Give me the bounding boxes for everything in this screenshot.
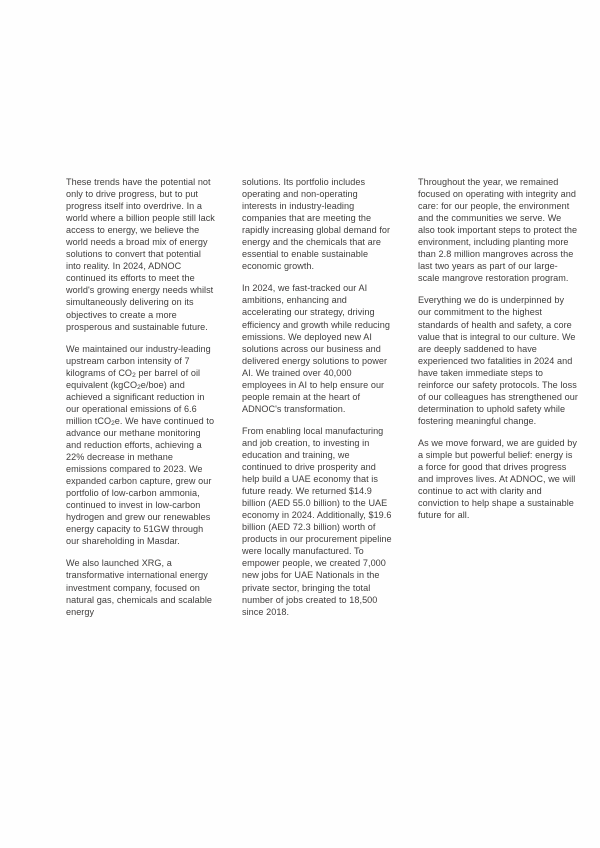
paragraph-ai-ambitions: In 2024, we fast-tracked our AI ambitions, enhancing and accelerating our strategy, driving efficiency and growth while reducing emissions. We deployed new AI solutions across our business and delivered energy solutions to power AI. We trained over 40,000 employees in AI to help ensure our people remain at the heart of ADNOC's transformation. [242, 283, 390, 414]
paragraph-uae-economy-impact: From enabling local manufacturing and job creation, to investing in education and training, we continued to drive prosperity and help build a UAE economy that is future ready. We returned $14.9 billion (AED 55.0 billion) to the UAE economy in 2024. Additionally, $19.6 billion (AED 72.3 billion) worth of products in our procurement pipeline were locally manufactured. To empower people, we created 7,000 new jobs for UAE Nationals in the private sector, bringing the total number of jobs created to 18,500 since 2018. [242, 425, 392, 617]
text-column-1 [66, 176, 216, 618]
carbon-text-part-3: e/boe) and achieved a significant reduction in our operational emissions of 6.6 million tCO [66, 379, 205, 426]
text-columns-container [66, 176, 578, 618]
co2-subscript-2: 2 [137, 383, 141, 391]
co2-subscript-3: 2 [111, 419, 115, 427]
carbon-text-part-4: e. We have continued to advance our methane monitoring and reduction efforts, achieving a 22% decrease in methane emissions compared to 2023. We expanded carbon capture, grew our portfolio of low-carbon ammonia, continued to invest in low-carbon hydrogen and grew our renewables energy capacity to 51GW through our shareholding in Masdar. [66, 415, 215, 547]
carbon-text-part-2: per barrel of oil equivalent (kgCO [66, 367, 201, 390]
paragraph-health-and-safety: Everything we do is underpinned by our commitment to the highest standards of health and safety, a core value that is integral to our culture. We are deeply saddened to have experienced two fatalities in 2024 and have taken immediate steps to reinforce our safety protocols. The loss of our colleagues has strengthened our determination to uphold safety while fostering meaningful change. [418, 295, 578, 426]
paragraph-energy-trends: These trends have the potential not only to drive progress, but to put progress itself into overdrive. In a world where a billion people still lack access to energy, we believe the world needs a broad mix of energy solutions to convert that potential into reality. In 2024, ADNOC continued its efforts to meet the world's growing energy needs whilst simultaneously delivering on its objectives to create a more prosperous and sustainable future. [66, 177, 215, 332]
paragraph-carbon-intensity [66, 343, 216, 548]
paragraph-xrg-launch: We also launched XRG, a transformative international energy investment company, focused on natural gas, chemicals and scalable energy [66, 558, 213, 617]
paragraph-environment-mangroves: Throughout the year, we remained focused on operating with integrity and care: for our people, the environment and the communities we serve. We also took important steps to protect the environment, including planting more than 2.8 million mangroves across the last two years as part of our large-scale mangrove restoration program. [418, 177, 578, 284]
carbon-text-part-1: We maintained our industry-leading upstream carbon intensity of 7 kilograms of CO [66, 343, 211, 378]
text-column-2 [242, 176, 392, 618]
paragraph-closing-belief: As we move forward, we are guided by a simple but powerful belief: energy is a force for good that drives progress and improves lives. At ADNOC, we will continue to act with clarity and conviction to help shape a sustainable future for all. [418, 437, 577, 521]
paragraph-portfolio-continuation: solutions. Its portfolio includes operating and non-operating interests in industry-leading companies that are meeting the rapidly increasing global demand for energy and the chemicals that are essential to enable sustainable economic growth. [242, 177, 391, 272]
co2-subscript-1: 2 [132, 371, 136, 379]
text-column-3 [418, 176, 578, 521]
